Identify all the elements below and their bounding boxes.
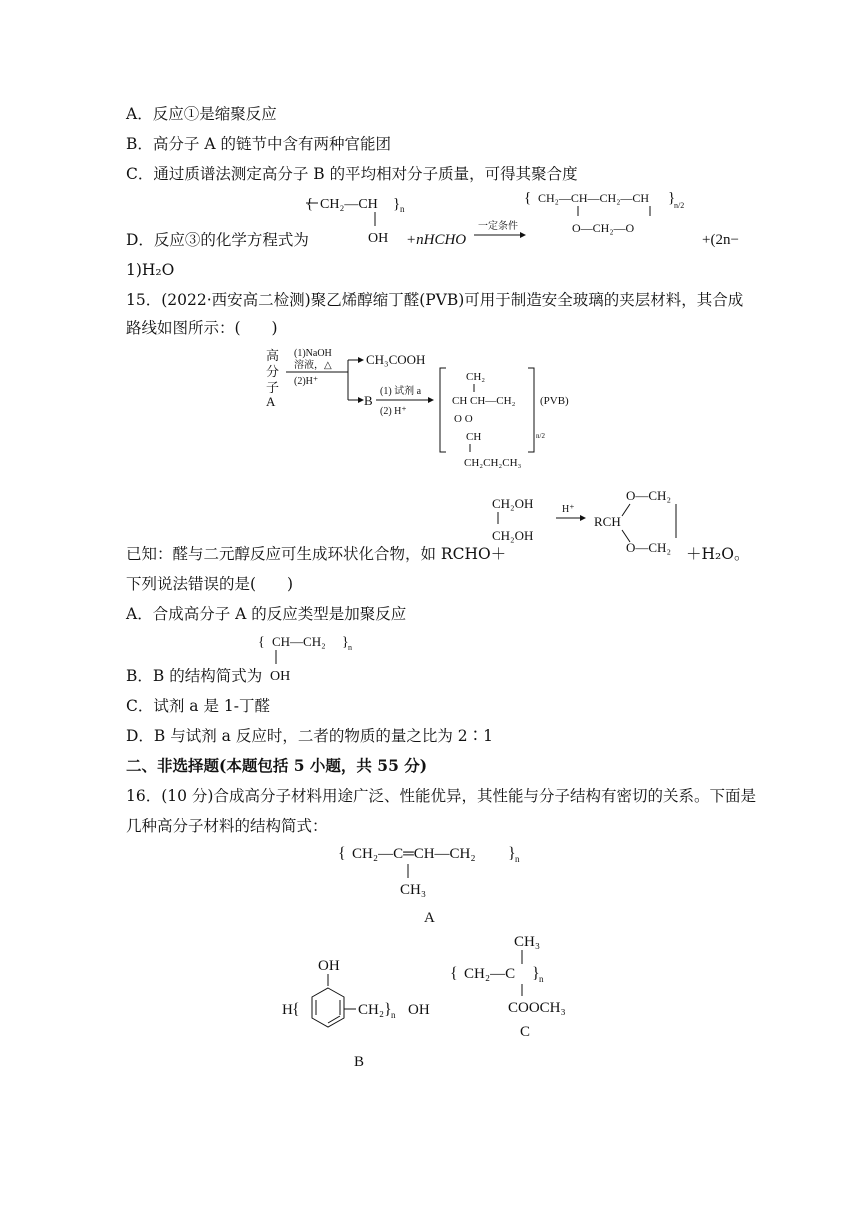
scheme-start-3: 子	[266, 380, 280, 395]
pvb-o: O O	[454, 413, 473, 425]
q14-option-d-cont: 1)H₂O	[126, 261, 175, 279]
struct-c-n: n	[539, 974, 544, 984]
svg-text:{: {	[306, 196, 314, 212]
known-catalyst: H⁺	[562, 504, 575, 515]
struct-b-n: n	[391, 1010, 396, 1020]
scheme-step2-bot: (2) H⁺	[380, 406, 407, 417]
q14-reactant-n: n	[400, 204, 405, 214]
q16-structure-c	[0, 928, 860, 1048]
scheme-step1-mid: 溶液，△	[294, 360, 332, 371]
svg-text:}: }	[668, 190, 676, 206]
scheme-b: B	[364, 393, 373, 408]
pvb-tail: CH₂CH₂CH₃	[464, 457, 522, 469]
struct-b-ch2: CH₂	[358, 1002, 385, 1018]
q15-known-tail: ＋H₂O。	[686, 545, 750, 563]
scheme-step1-bot: (2)H⁺	[294, 376, 319, 387]
svg-text:{: {	[338, 845, 346, 862]
struct-a-label: A	[424, 910, 435, 926]
q14-product-main: CH₂—CH—CH₂—CH	[538, 191, 650, 205]
struct-b-oh-end: OH	[408, 1002, 430, 1018]
svg-text:}: }	[384, 1001, 392, 1018]
q16-stem-2: 几种高分子材料的结构简式：	[126, 817, 328, 835]
pvb-label: (PVB)	[540, 395, 569, 407]
pvb-n: n/2	[536, 432, 545, 440]
q14-option-d: D．反应③的化学方程式为	[126, 231, 309, 249]
q15-option-d: D．B 与试剂 a 反应时，二者的物质的量之比为 2∶1	[126, 727, 493, 745]
optb-n: n	[348, 643, 352, 652]
pvb-ch2-top: CH₂	[466, 371, 486, 383]
struct-c-ester: COOCH₃	[508, 1000, 566, 1016]
pvb-chain: CH CH—CH₂	[452, 395, 516, 407]
scheme-start-2: 分	[266, 364, 280, 379]
scheme-step1-top: (1)NaOH	[294, 348, 332, 359]
q15-stem-2: 路线如图所示：( )	[126, 319, 278, 337]
optb-oh: OH	[270, 669, 291, 684]
scheme-start-1: 高	[266, 348, 280, 363]
struct-a-n: n	[515, 854, 520, 864]
svg-text:}: }	[393, 196, 401, 212]
struct-c-label: C	[520, 1024, 531, 1040]
scheme-start-4: A	[266, 394, 276, 409]
svg-text:}: }	[508, 845, 516, 862]
q15-option-c: C．试剂 a 是 1-丁醛	[126, 697, 270, 715]
pvb-ch: CH	[466, 431, 482, 443]
q14-condition: 一定条件	[478, 221, 518, 232]
q14-option-a: A．反应①是缩聚反应	[126, 105, 277, 123]
section-heading: 二、非选择题(本题包括 5 小题，共 55 分)	[126, 756, 428, 775]
svg-text:{: {	[292, 1001, 300, 1018]
q16-structure-a	[0, 836, 860, 926]
q14-tail: +(2n−	[702, 232, 739, 248]
svg-text:{: {	[258, 635, 265, 650]
svg-text:{: {	[524, 190, 532, 206]
svg-text:}: }	[532, 965, 540, 982]
diol-top: CH₂OH	[492, 496, 534, 511]
q15-stem-1: 15．(2022·西安高二检测)聚乙烯醇缩丁醛(PVB)可用于制造安全玻璃的夹层材料，其合成	[126, 291, 744, 309]
q14-option-b: B．高分子 A 的链节中含有两种官能团	[126, 135, 391, 153]
known-ring-bot: O—CH₂	[626, 540, 671, 555]
q15-ask: 下列说法错误的是( )	[126, 575, 294, 593]
optb-main: CH—CH₂	[272, 634, 326, 649]
q15-option-b: B．B 的结构简式为	[126, 667, 263, 685]
q15-option-a: A．合成高分子 A 的反应类型是加聚反应	[126, 605, 407, 623]
struct-b-oh-top: OH	[318, 958, 340, 974]
q14-reagent: +nHCHO	[406, 232, 467, 248]
svg-text:}: }	[342, 635, 349, 650]
svg-text:{: {	[450, 965, 458, 982]
q14-reactant-main: CH₂—CH	[320, 197, 378, 212]
known-rch: RCH	[594, 514, 621, 529]
scheme-step2-top: (1) 试剂 a	[380, 386, 422, 397]
q15-synthesis-scheme	[0, 342, 860, 472]
q14-option-c: C．通过质谱法测定高分子 B 的平均相对分子质量，可得其聚合度	[126, 165, 578, 183]
q14-product-n: n/2	[674, 201, 685, 210]
q16-stem-1: 16．(10 分)合成高分子材料用途广泛、性能优异，其性能与分子结构有密切的关系。下面是	[126, 787, 756, 805]
struct-a-chain: CH₂—C═CH—CH₂	[352, 846, 476, 862]
q14-reactant-oh: OH	[368, 231, 389, 246]
struct-c-chain: CH₂—C	[464, 966, 516, 982]
diol-bot: CH₂OH	[492, 528, 534, 543]
q14-product-ring: O—CH₂—O	[572, 221, 635, 235]
struct-b-label: B	[354, 1054, 365, 1070]
known-ring-top: O—CH₂	[626, 488, 671, 503]
struct-a-branch: CH₃	[400, 882, 427, 898]
struct-b-h: H	[282, 1002, 293, 1018]
q15-known-prefix: 已知：醛与二元醇反应可生成环状化合物，如 RCHO＋	[126, 545, 507, 563]
scheme-product-1: CH₃COOH	[366, 352, 426, 367]
struct-c-ch3: CH₃	[514, 934, 541, 950]
